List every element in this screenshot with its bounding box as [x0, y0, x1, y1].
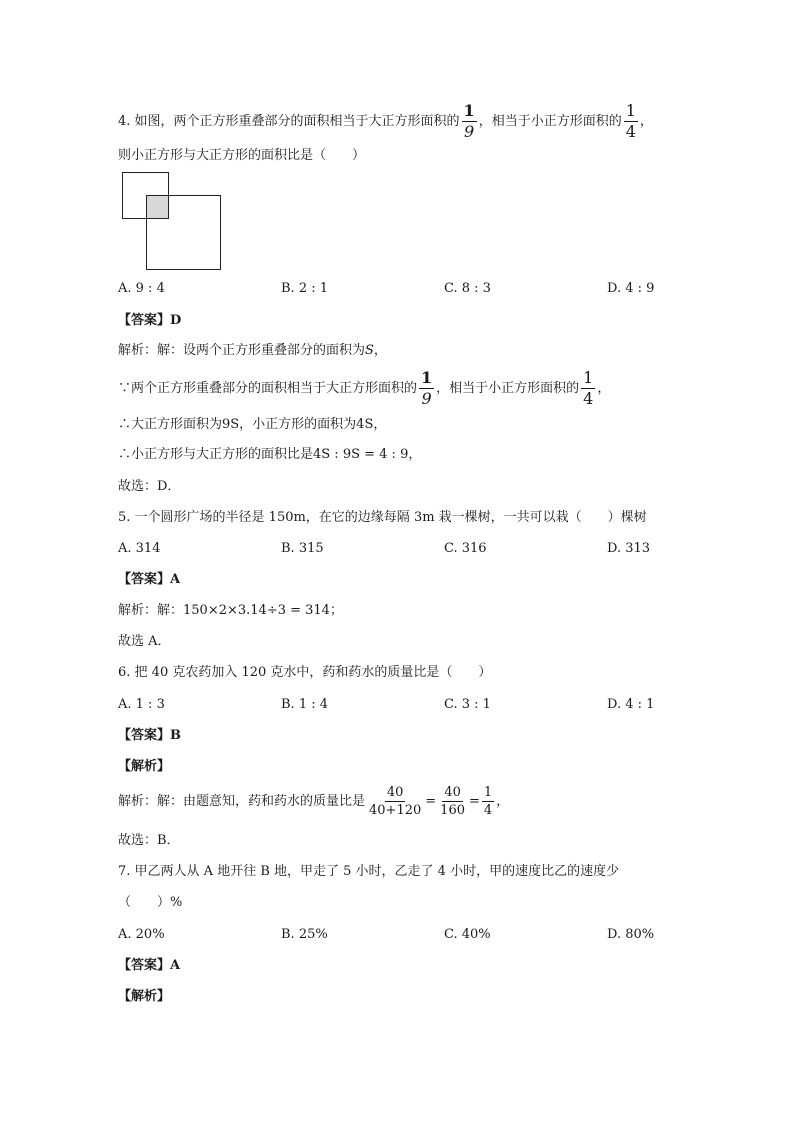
q7-analysis-heading: 【解析】 [118, 989, 171, 1004]
q4-line1: 4. 如图，两个正方形重叠部分的面积相当于大正方形面积的 $\frac{1}{9}$ ，相当于小正方形面积的 $\frac{1}{4}$ ， [118, 101, 653, 141]
q7-option-d[interactable]: D. 80% [607, 927, 655, 942]
q7-options [118, 926, 678, 944]
q5-option-d[interactable]: D. 313 [607, 541, 651, 556]
q6-answer: 【答案】B [118, 728, 181, 743]
q7-answer: 【答案】A [118, 958, 181, 973]
q4-text: ，相当于小正方形面积的 [478, 114, 622, 129]
q5-answer: 【答案】A [118, 572, 181, 587]
overlapping-squares-figure [120, 170, 222, 272]
fraction-one-quarter: $\frac{1}{4}$ [625, 101, 636, 141]
q6-option-b[interactable]: B. 1 : 4 [281, 697, 329, 712]
q4-solution-4: ∴小正方形与大正方形的面积比是4S : 9S = 4 : 9， [118, 447, 422, 462]
q5-option-c[interactable]: C. 316 [444, 541, 487, 556]
q4-line2: 则小正方形与大正方形的面积比是（ ） [118, 148, 366, 163]
q6-option-d[interactable]: D. 4 : 1 [607, 697, 655, 712]
q4-solution-2: ∵两个正方形重叠部分的面积相当于大正方形面积的 $\frac{1}{9}$ ，相当于小正方形面积的 $\frac{1}{4}$ ， [118, 368, 611, 408]
fraction-40-over-160: $\frac{40}{160}$ [440, 785, 465, 818]
q4-solution-1: 解析：解：设两个正方形重叠部分的面积为S， [118, 343, 387, 358]
q4-text: 4. 如图，两个正方形重叠部分的面积相当于大正方形面积的 [118, 114, 460, 129]
q4-solution-5: 故选：D． [118, 479, 181, 494]
q5-solution-2: 故选 A． [118, 634, 171, 649]
q5-question: 5. 一个圆形广场的半径是 150m，在它的边缘每隔 3m 栽一棵树，一共可以栽（ ）棵树 [118, 510, 647, 525]
fraction-one-quarter: $\frac{1}{4}$ [583, 368, 594, 408]
q4-options [118, 280, 678, 298]
q5-option-b[interactable]: B. 315 [281, 541, 324, 556]
fraction-40-over-40-plus-120: $\frac{40}{40+120}$ [369, 785, 422, 818]
q4-solution-3: ∴大正方形面积为9S，小正方形的面积为4S， [118, 417, 387, 432]
q4-option-a[interactable]: A. 9 : 4 [118, 281, 165, 296]
q6-option-c[interactable]: C. 3 : 1 [444, 697, 491, 712]
q6-options [118, 696, 678, 714]
q5-solution-1: 解析：解：150×2×3.14÷3 = 314； [118, 603, 343, 618]
fraction-one-ninth: $\frac{1}{9}$ [463, 101, 475, 141]
fraction-one-ninth: $\frac{1}{9}$ [421, 368, 433, 408]
large-square [146, 195, 221, 270]
q6-analysis-heading: 【解析】 [118, 759, 171, 774]
q4-answer: 【答案】D [118, 313, 182, 328]
q7-question-line2: （ ）% [118, 895, 183, 910]
fraction-one-quarter: $\frac{1}{4}$ [483, 785, 493, 818]
q5-options [118, 540, 678, 558]
q4-option-b[interactable]: B. 2 : 1 [281, 281, 329, 296]
q6-question: 6. 把 40 克农药加入 120 克水中，药和药水的质量比是（ ） [118, 665, 492, 680]
q6-option-a[interactable]: A. 1 : 3 [118, 697, 165, 712]
q7-question-line1: 7. 甲乙两人从 A 地开往 B 地，甲走了 5 小时，乙走了 4 小时，甲的速度比乙的速度少 [118, 864, 620, 879]
q7-option-a[interactable]: A. 20% [118, 927, 165, 942]
q7-option-b[interactable]: B. 25% [281, 927, 328, 942]
q6-solution-2: 故选：B． [118, 833, 180, 848]
q4-option-d[interactable]: D. 4 : 9 [607, 281, 655, 296]
q6-solution-1: 解析：解：由题意知，药和药水的质量比是 $\frac{40}{40+120}$ = $\frac{40}{160}$ = $\frac{1}{4}$ ， [118, 785, 510, 818]
q4-option-c[interactable]: C. 8 : 3 [444, 281, 491, 296]
q7-option-c[interactable]: C. 40% [444, 927, 491, 942]
q5-option-a[interactable]: A. 314 [118, 541, 161, 556]
